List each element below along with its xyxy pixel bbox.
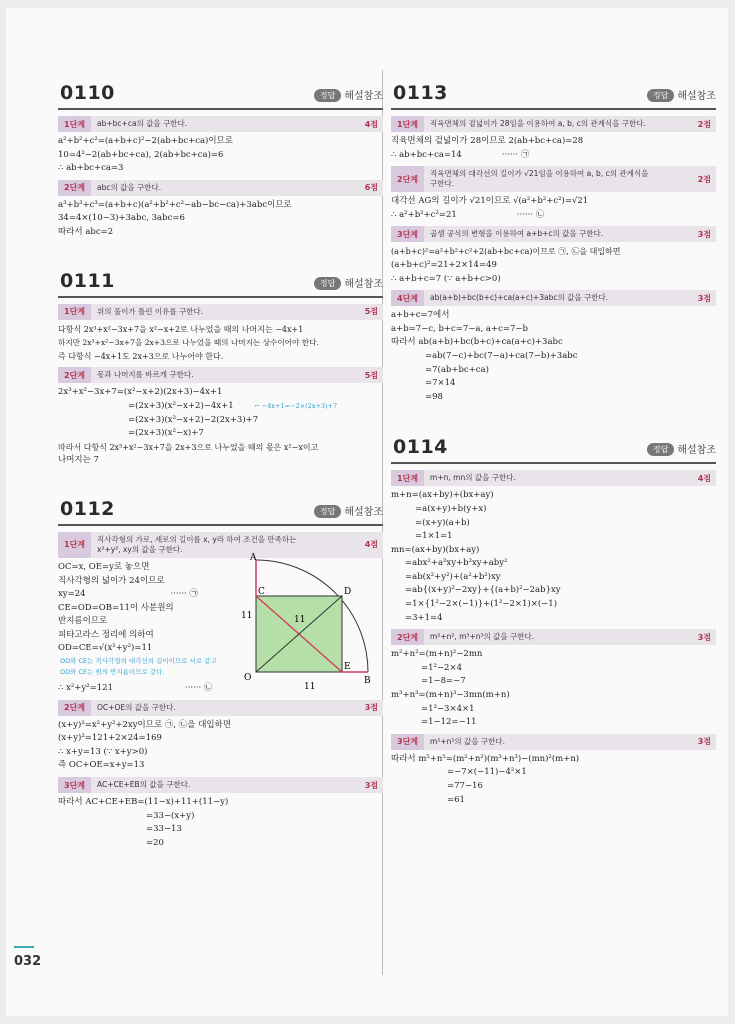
solution-line: 하지만 2x³+x²−3x+7을 2x+3으로 나누었을 때의 나머지는 상수이어야 한다. bbox=[58, 338, 319, 348]
solution-line: 반지름이므로 bbox=[58, 616, 108, 627]
solution-line: (a+b+c)²=a²+b²+c²+2(ab+bc+ca)이므로 ㉠, ㉡을 대입하면 bbox=[391, 247, 621, 257]
problem-0113 bbox=[391, 68, 716, 404]
step-1-bar: 1단계 위의 풀이가 틀린 이유를 구한다. 5점 bbox=[58, 304, 383, 320]
step-2-bar: 2단계 m²+n², m³+n³의 값을 구한다. 3점 bbox=[391, 629, 716, 645]
step-1-bar: 1단계 직육면체의 겉넓이가 28임을 이용하여 a, b, c의 관계식을 구한다. 2점 bbox=[391, 116, 716, 132]
solution-line: 즉 다항식 −4x+1도 2x+3으로 나누어야 한다. bbox=[58, 351, 224, 361]
solution-line: =(x+y)(a+b) bbox=[415, 517, 470, 528]
label-b: B bbox=[364, 675, 371, 686]
label-c: C bbox=[258, 586, 265, 597]
problem-number: 0110 bbox=[60, 82, 115, 104]
solution-line: =ab(7−c)+bc(7−a)+ca(7−b)+3abc bbox=[425, 350, 578, 361]
solution-line: =ab(x²+y²)+(a²+b²)xy bbox=[405, 571, 501, 582]
step-1-bar: 1단계 m+n, mn의 값을 구한다. 4점 bbox=[391, 470, 716, 486]
solution-line: a²+b²+c²=(a+b+c)²−2(ab+bc+ca)이므로 bbox=[58, 136, 233, 146]
solution-line: =abx²+a²xy+b²xy+aby² bbox=[405, 558, 508, 569]
solution-line: a+b+c=7에서 bbox=[391, 310, 450, 321]
length-diagonal: 11 bbox=[294, 614, 306, 625]
answer-reference: 정답 해설참조 bbox=[314, 503, 383, 518]
solution-line: ∴ ab+bc+ca=3 bbox=[58, 163, 124, 174]
solution-line: 10=4²−2(ab+bc+ca), 2(ab+bc+ca)=6 bbox=[58, 149, 224, 160]
answer-reference: 정답 해설참조 bbox=[314, 275, 383, 290]
length-left: 11 bbox=[241, 610, 253, 621]
problem-0111 bbox=[58, 256, 383, 468]
problem-number: 0111 bbox=[60, 269, 115, 292]
solution-line: m+n=(ax+by)+(bx+ay) bbox=[391, 490, 494, 501]
problem-number: 0113 bbox=[393, 82, 448, 104]
label-d: D bbox=[344, 586, 352, 597]
solution-line: ∴ ab+bc+ca=14 ······ ㉠ bbox=[391, 149, 530, 160]
solution-line: =61 bbox=[447, 794, 465, 805]
step-2-bar: 2단계 OC+OE의 값을 구한다. 3점 bbox=[58, 700, 383, 716]
step-2-bar: 2단계 몫과 나머지를 바르게 구한다. 5점 bbox=[58, 367, 383, 383]
solution-line: =ab{(x+y)²−2xy}+{(a+b)²−2ab}xy bbox=[405, 585, 561, 596]
solution-line: ∴ a²+b²+c²=21 ······ ㉡ bbox=[391, 209, 545, 220]
solution-line: m²+n²=(m+n)²−2mn bbox=[391, 649, 483, 660]
solution-line: OD=CE=√(x²+y²)=11 bbox=[58, 643, 153, 654]
solution-line: 따라서 m⁵+n⁵=(m²+n²)(m³+n³)−(mn)²(m+n) bbox=[391, 753, 580, 764]
page-number-accent bbox=[14, 946, 34, 948]
page bbox=[6, 8, 728, 1016]
solution-line: ∴ x²+y²=121 ······ ㉡ bbox=[58, 683, 213, 694]
solution-line: =33−13 bbox=[146, 824, 182, 835]
hint-note: OD와 CE는 원의 반지름이므로 같다. bbox=[60, 668, 165, 677]
answer-reference: 정답 해설참조 bbox=[647, 441, 716, 456]
left-column bbox=[58, 68, 383, 850]
solution-line: m³+n³=(m+n)³−3mn(m+n) bbox=[391, 690, 510, 701]
problem-0114 bbox=[391, 422, 716, 807]
step-3-bar: 3단계 곱셈 공식의 변형을 이용하여 a+b+c의 값을 구한다. 3점 bbox=[391, 226, 716, 242]
problem-0112 bbox=[58, 484, 383, 851]
solution-line: =1×{1²−2×(−1)}+(1²−2×1)×(−1) bbox=[405, 599, 558, 610]
step-4-bar: 4단계 ab(a+b)+bc(b+c)+ca(a+c)+3abc의 값을 구한다. 3점 bbox=[391, 290, 716, 306]
problem-number: 0114 bbox=[393, 436, 448, 459]
solution-line: 따라서 다항식 2x³+x²−3x+7을 2x+3으로 나누었을 때의 몫은 x²−x이고 bbox=[58, 442, 319, 452]
right-column bbox=[391, 68, 716, 807]
problem-header bbox=[391, 68, 716, 110]
solution-line: =98 bbox=[425, 391, 443, 402]
solution-line: =(2x+3)(x²−x+2)−2(2x+3)+7 bbox=[128, 414, 259, 425]
solution-line: =7×14 bbox=[425, 378, 456, 389]
solution-line: =77−16 bbox=[447, 781, 483, 791]
solution-line: 2x³+x²−3x+7=(x²−x+2)(2x+3)−4x+1 bbox=[58, 387, 223, 398]
answer-reference bbox=[314, 87, 383, 102]
step-2-bar: 2단계 abc의 값을 구한다. 6점 bbox=[58, 180, 383, 196]
solution-line: =1−8=−7 bbox=[421, 676, 466, 687]
solution-line: 따라서 ab(a+b)+bc(b+c)+ca(a+c)+3abc bbox=[391, 337, 563, 348]
solution-line: mn=(ax+by)(bx+ay) bbox=[391, 544, 480, 555]
solution-line: 직사각형의 넓이가 24이므로 bbox=[58, 575, 165, 586]
solution-line: =1×1=1 bbox=[415, 531, 453, 542]
problem-header bbox=[58, 256, 383, 298]
solution-line: ∴ a+b+c=7 (∵ a+b+c>0) bbox=[391, 273, 501, 284]
solution-line: (a+b+c)²=21+2×14=49 bbox=[391, 259, 497, 270]
answer-text: 해설참조 bbox=[344, 91, 383, 102]
solution-line: a³+b³+c³=(a+b+c)(a²+b²+c²−ab−bc−ca)+3abc이므로 bbox=[58, 199, 292, 210]
solution-line: CE=OD=OB=11이 사분원의 bbox=[58, 602, 174, 613]
solution-line: =1²−2×4 bbox=[421, 662, 462, 673]
hint-note: OD와 CE는 직사각형의 대각선의 길이이므로 서로 같고 bbox=[60, 657, 217, 666]
solution-line: 따라서 abc=2 bbox=[58, 226, 114, 237]
page-number: 032 bbox=[14, 954, 42, 969]
solution-line: OC=x, OE=y로 놓으면 bbox=[58, 561, 150, 572]
solution-line: 피타고라스 정리에 의하여 bbox=[58, 629, 154, 640]
label-a: A bbox=[250, 552, 257, 563]
answer-reference: 정답 해설참조 bbox=[647, 87, 716, 102]
solution-line: 나머지는 7 bbox=[58, 455, 99, 466]
solution-line: ∴ x+y=13 (∵ x+y>0) bbox=[58, 746, 148, 757]
arrow-note: ← −4x+1=−2×(2x+3)+7 bbox=[254, 401, 338, 410]
step-1-bar: 1단계 ab+bc+ca의 값을 구한다. 4점 bbox=[58, 116, 383, 132]
solution-line: 34=4×(10−3)+3abc, 3abc=6 bbox=[58, 213, 185, 224]
step-3-bar: 3단계 AC+CE+EB의 값을 구한다. 3점 bbox=[58, 777, 383, 793]
solution-line: =1³−3×4×1 bbox=[421, 703, 475, 714]
problem-header bbox=[58, 484, 383, 526]
quarter-circle-figure bbox=[238, 552, 373, 692]
length-bottom: 11 bbox=[304, 681, 316, 692]
problem-number: 0112 bbox=[60, 497, 115, 520]
solution-line: xy=24 ······ ㉠ bbox=[58, 589, 198, 600]
solution-line: 따라서 AC+CE+EB=(11−x)+11+(11−y) bbox=[58, 797, 229, 808]
solution-line: 대각선 AG의 길이가 √21이므로 √(a²+b²+c²)=√21 bbox=[391, 196, 589, 207]
solution-line: 직육면체의 겉넓이가 28이므로 2(ab+bc+ca)=28 bbox=[391, 136, 584, 146]
label-o: O bbox=[244, 672, 252, 683]
solution-line: =1−12=−11 bbox=[421, 717, 477, 728]
solution-line: (x+y)²=121+2×24=169 bbox=[58, 733, 162, 744]
solution-line: =7(ab+bc+ca) bbox=[425, 364, 489, 375]
solution-line: 즉 OC+OE=x+y=13 bbox=[58, 760, 145, 771]
step-1-bar: 1단계 직사각형의 가로, 세로의 길이를 x, y라 하여 조건을 만족하는 x²+y², xy의 값을 구한다. 4점 bbox=[58, 532, 383, 558]
problem-header bbox=[58, 68, 383, 110]
problem-header bbox=[391, 422, 716, 464]
solution-line: a+b=7−c, b+c=7−a, a+c=7−b bbox=[391, 323, 528, 334]
step-2-bar: 2단계 직육면체의 대각선의 길이가 √21임을 이용하여 a, b, c의 관계식을 구한다. 2점 bbox=[391, 166, 716, 192]
step-3-bar: 3단계 m⁵+n⁵의 값을 구한다. 3점 bbox=[391, 734, 716, 750]
problem-0110 bbox=[58, 68, 383, 240]
solution-line: 다항식 2x³+x²−3x+7을 x²−x+2로 나누었을 때의 나머지는 −4x+1 bbox=[58, 324, 304, 334]
solution-line: =(2x+3)(x²−x)+7 bbox=[128, 428, 204, 439]
label-e: E bbox=[344, 661, 351, 672]
answer-badge: 정답 bbox=[314, 89, 341, 102]
solution-line: =20 bbox=[146, 837, 164, 848]
solution-line: =(2x+3)(x²−x+2)−4x+1 ← −4x+1=−2×(2x+3)+7 bbox=[128, 400, 338, 411]
solution-line: =a(x+y)+b(y+x) bbox=[415, 503, 487, 514]
solution-line: =33−(x+y) bbox=[146, 810, 195, 821]
solution-line: =3+1=4 bbox=[405, 612, 443, 623]
solution-line: =−7×(−11)−4²×1 bbox=[447, 767, 527, 778]
solution-line: (x+y)²=x²+y²+2xy이므로 ㉠, ㉡을 대입하면 bbox=[58, 719, 232, 730]
